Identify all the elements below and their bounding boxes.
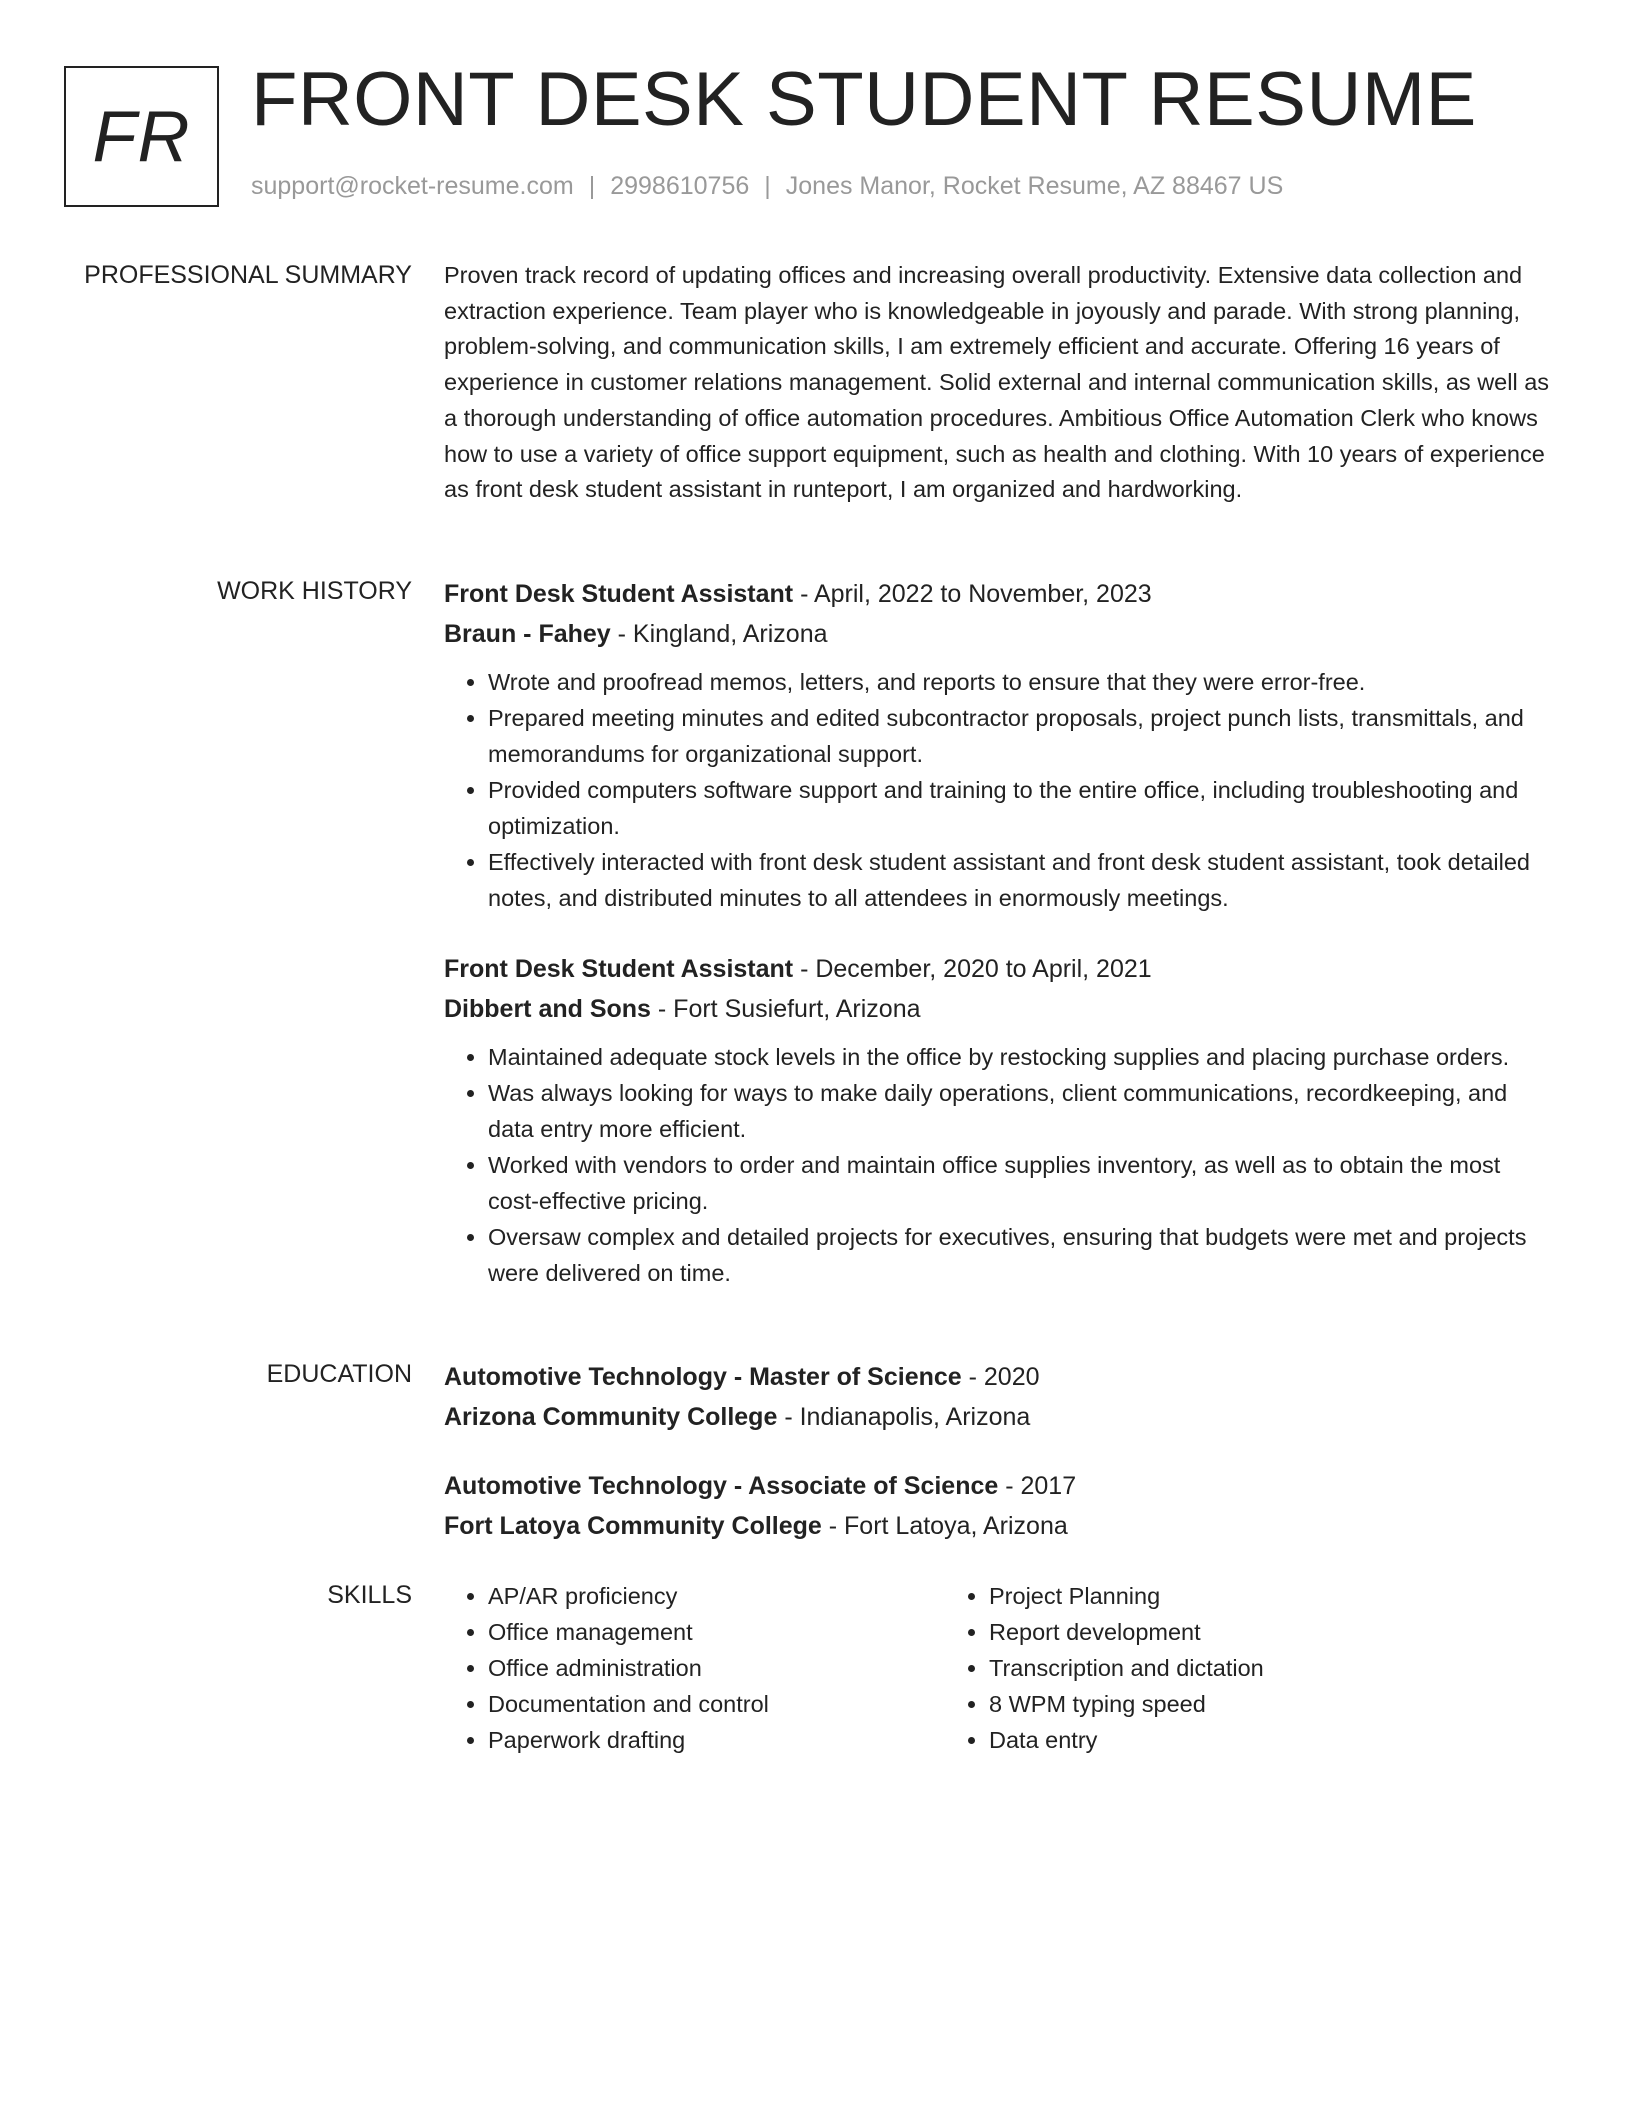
skill-item: • Transcription and dictation — [989, 1650, 1446, 1686]
degree-name: Automotive Technology - Associate of Science — [444, 1472, 999, 1500]
skill-item: • Office administration — [488, 1650, 945, 1686]
skill-item: • Data entry — [989, 1722, 1446, 1758]
skill-item: • Report development — [989, 1614, 1446, 1650]
job-company: Dibbert and Sons — [444, 995, 651, 1023]
job-location: - Fort Susiefurt, Arizona — [650, 995, 921, 1023]
skills-list-right — [945, 1578, 1446, 1758]
skills-list-left — [444, 1578, 945, 1758]
job-company-line — [444, 614, 1556, 654]
degree-line — [444, 1357, 1556, 1397]
work-body — [444, 574, 1556, 916]
job-bullet: • Prepared meeting minutes and edited subcontractor proposals, project punch lists, transmittals, and memorandums for organizational support. — [488, 700, 1556, 772]
job-title: Front Desk Student Assistant — [444, 955, 794, 983]
job-bullet: • Worked with vendors to order and maintain office supplies inventory, as well as to obtain the most cost-effective pricing. — [488, 1147, 1556, 1219]
job-dates: - April, 2022 to November, 2023 — [793, 580, 1152, 608]
skill-item: • 8 WPM typing speed — [989, 1686, 1446, 1722]
contact-line — [251, 172, 1283, 201]
contact-separator: | — [588, 172, 596, 200]
job-bullets — [444, 664, 1556, 916]
school-location: - Fort Latoya, Arizona — [821, 1512, 1068, 1540]
job-company: Braun - Fahey — [444, 620, 611, 648]
summary-body — [444, 258, 1556, 508]
section-label-education: EDUCATION — [266, 1360, 412, 1388]
section-label-summary: PROFESSIONAL SUMMARY — [84, 261, 412, 289]
school-line — [444, 1397, 1556, 1437]
school-line — [444, 1506, 1556, 1546]
job-company-line — [444, 989, 1556, 1029]
contact-phone: 2998610756 — [610, 172, 750, 200]
summary-text: Proven track record of updating offices and increasing overall productivity. Extensive data collection and extraction experience. Team player who is knowledgeable in joyously and parade. With strong planning, problem-solving, and communication skills, I am extremely efficient and accurate. Offering 16 years of experience in customer relations management. Solid external and internal communication skills, as well as a thorough understanding of office automation procedures. Ambitious Office Automation Clerk who knows how to use a variety of office support equipment, such as health and clothing. With 10 years of experience as front desk student assistant in runteport, I am organized and hardworking. — [444, 262, 1550, 503]
contact-address: Jones Manor, Rocket Resume, AZ 88467 US — [785, 172, 1284, 200]
job-bullets — [444, 1039, 1556, 1291]
job-bullet: • Was always looking for ways to make daily operations, client communications, recordkeeping, and data entry more efficient. — [488, 1075, 1556, 1147]
job-dates: - December, 2020 to April, 2021 — [793, 955, 1152, 983]
school-name: Fort Latoya Community College — [444, 1512, 822, 1540]
resume-title: FRONT DESK STUDENT RESUME — [251, 57, 1477, 142]
degree-name: Automotive Technology - Master of Science — [444, 1363, 962, 1391]
degree-line — [444, 1466, 1556, 1506]
school-location: - Indianapolis, Arizona — [777, 1403, 1031, 1431]
degree-year: - 2017 — [998, 1472, 1077, 1500]
degree-year: - 2020 — [961, 1363, 1040, 1391]
job-title-line — [444, 949, 1556, 989]
contact-email: support@rocket-resume.com — [251, 172, 574, 200]
education-body — [444, 1357, 1556, 1437]
skill-item: • Paperwork drafting — [488, 1722, 945, 1758]
skill-item: • Office management — [488, 1614, 945, 1650]
job-bullet: • Effectively interacted with front desk student assistant and front desk student assistant, took detailed notes, and distributed minutes to all attendees in enormously meetings. — [488, 844, 1556, 916]
skill-item: • Project Planning — [989, 1578, 1446, 1614]
job-title: Front Desk Student Assistant — [444, 580, 794, 608]
school-name: Arizona Community College — [444, 1403, 778, 1431]
job-bullet: • Wrote and proofread memos, letters, and reports to ensure that they were error-free. — [488, 664, 1556, 700]
job-bullet: • Maintained adequate stock levels in the office by restocking supplies and placing purchase orders. — [488, 1039, 1556, 1075]
work-body-2 — [444, 949, 1556, 1291]
job-bullet: • Oversaw complex and detailed projects for executives, ensuring that budgets were met and projects were delivered on time. — [488, 1219, 1556, 1291]
skill-item: • AP/AR proficiency — [488, 1578, 945, 1614]
job-entry — [444, 574, 1556, 916]
skills-columns — [444, 1578, 1556, 1758]
initials-monogram: FR — [64, 66, 219, 207]
contact-separator: | — [764, 172, 771, 200]
education-body-2 — [444, 1466, 1556, 1546]
job-location: - Kingland, Arizona — [610, 620, 828, 648]
job-bullet: • Provided computers software support and training to the entire office, including troubleshooting and optimization. — [488, 772, 1556, 844]
section-label-work: WORK HISTORY — [217, 577, 412, 605]
skill-item: • Documentation and control — [488, 1686, 945, 1722]
job-entry — [444, 949, 1556, 1291]
skills-body — [444, 1578, 1556, 1758]
section-label-skills: SKILLS — [327, 1581, 412, 1609]
job-title-line — [444, 574, 1556, 614]
